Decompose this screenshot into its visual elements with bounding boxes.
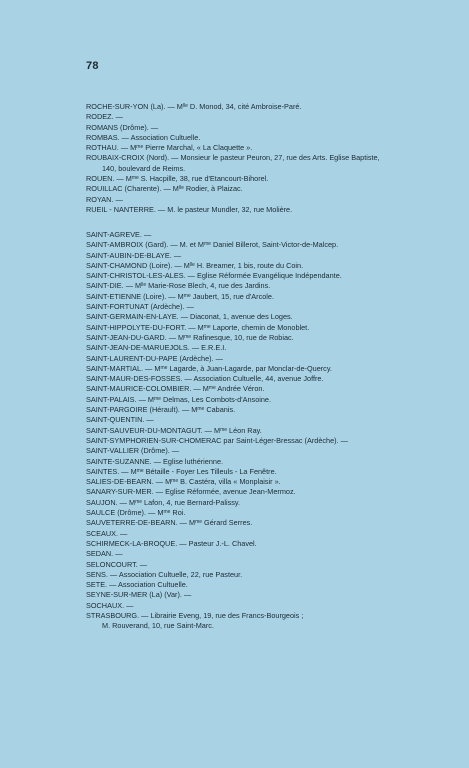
directory-entry: SAUJON. — $M^{me}$ Lafon, 4, rue Bernard-Palissy. xyxy=(86,497,241,507)
directory-entry: SAINT-PARGOIRE (Hérault). — $M^{me}$ Cabanis. xyxy=(86,405,236,415)
directory-entry: SAINT-QUENTIN. — xyxy=(86,415,154,425)
directory-entry: SAINT-AUBIN-DE-BLAYE. — xyxy=(86,250,182,260)
directory-entry: SAINT-JEAN-DU-GARD. — $M^{me}$ Rafinesque, 10, rue de Robiac. xyxy=(86,332,294,342)
directory-entry: SENS. — Association Cultuelle, 22, rue Pasteur. xyxy=(86,569,243,579)
directory-entry: SEDAN. — xyxy=(86,549,123,559)
directory-entry: SAINT-SAUVEUR-DU-MONTAGUT. — $M^{me}$ Léon Ray. xyxy=(86,425,262,435)
directory-entry: SAINTE-SUZANNE. — Eglise luthérienne. xyxy=(86,456,224,466)
directory-entry: SAINT-CHRISTOL-LES-ALES. — Eglise Réformée Evangélique Indépendante. xyxy=(86,271,342,281)
directory-entry: RODEZ. — xyxy=(86,112,123,122)
directory-entry: SAUVETERRE-DE-BEARN. — $M^{me}$ Gérard Serres. xyxy=(86,518,253,528)
directory-entry: SEYNE-SUR-MER (La) (Var). — xyxy=(86,590,192,600)
directory-entry: SALIES-DE-BEARN. — $M^{me}$ B. Castéra, villa « Monplaisir ». xyxy=(86,477,281,487)
directory-entry: ROMANS (Drôme). — xyxy=(86,122,159,132)
directory-entry: SAINT-PALAIS. — $M^{me}$ Delmas, Les Combots-d'Ansoine. xyxy=(86,394,272,404)
directory-entry: SAINT-MAURICE-COLOMBIER. — $M^{me}$ Andrée Véron. xyxy=(86,384,265,394)
directory-entry: ROUBAIX-CROIX (Nord). — Monsieur le pasteur Peuron, 27, rue des Arts. Eglise Baptiste, 140, boulevard de Reims. xyxy=(86,153,380,173)
directory-entry: ROMBAS. — Association Cultuelle. xyxy=(86,132,201,142)
directory-entry: ROCHE-SUR-YON (La). — $M^{lle}$ D. Monod, 34, cité Ambroise-Paré. xyxy=(86,102,302,111)
directory-entry: STRASBOURG. — Librairie Eveng, 19, rue des Francs-Bourgeois ; M. Rouverand, 10, rue Saint-Marc. xyxy=(86,610,304,631)
directory-entry: SAINT-JEAN-DE-MARUEJOLS. — E.R.E.I. xyxy=(86,343,227,353)
directory-entry: SAINT-MARTIAL. — $M^{me}$ Lagarde, à Juan-Lagarde, par Monclar-de-Quercy. xyxy=(86,363,332,373)
directory-entry: SAINT-HIPPOLYTE-DU-FORT. — $M^{me}$ Laporte, chemin de Monoblet. xyxy=(86,322,310,332)
directory-entry: SAINT-ETIENNE (Loire). — $M^{me}$ Jaubert, 15, rue d'Arcole. xyxy=(86,291,274,301)
directory-entry: ROTHAU. — $M^{me}$ Pierre Marchal, « La Claquette ». xyxy=(86,143,253,153)
directory-entry: SAINT-SYMPHORIEN-SUR-CHOMERAC par Saint-Léger-Bressac (Ardèche). — xyxy=(86,435,348,445)
directory-entry: RUEIL - NANTERRE. — M. le pasteur Mundler, 32, rue Molière. xyxy=(86,204,293,214)
directory-entry: SAINT-AGREVE. — xyxy=(86,230,152,239)
page-number: 78 xyxy=(86,60,99,72)
directory-entry: SAINT-CHAMOND (Loire). — $M^{lle}$ H. Breamer, 1 bis, route du Coin. xyxy=(86,260,304,270)
directory-entry: SAINT-DIE. — $M^{lle}$ Marie-Rose Blech, 4, rue des Jardins. xyxy=(86,281,271,291)
directory-entry: SAINT-LAURENT-DU-PAPE (Ardèche). — xyxy=(86,353,223,363)
directory-entry: SOCHAUX. — xyxy=(86,600,134,610)
directory-entry: SCHIRMECK-LA-BROQUE. — Pasteur J.-L. Chavel. xyxy=(86,538,257,548)
directory-section-s xyxy=(86,230,386,632)
directory-entry: SANARY-SUR-MER. — Eglise Réformée, avenue Jean-Mermoz. xyxy=(86,487,296,497)
directory-entry: SAINT-FORTUNAT (Ardèche). — xyxy=(86,302,194,312)
directory-section-r xyxy=(86,102,386,215)
directory-entry: SAINT-AMBROIX (Gard). — M. et $M^{me}$ Daniel Billerot, Saint-Victor-de-Malcep. xyxy=(86,240,339,250)
directory-entry: SELONCOURT. — xyxy=(86,559,148,569)
directory-entry: SAINT-VALLIER (Drôme). — xyxy=(86,446,180,456)
directory-entry: ROUILLAC (Charente). — $M^{lle}$ Rodier, à Plaizac. xyxy=(86,184,243,194)
directory-entry: SAULCE (Drôme). — $M^{me}$ Roi. xyxy=(86,508,186,518)
directory-entry: SAINTES. — $M^{me}$ Bétaille - Foyer Les Tilleuls - La Fenêtre. xyxy=(86,466,277,476)
directory-entry: SETE. — Association Cultuelle. xyxy=(86,580,188,590)
directory-entry: SAINT-MAUR-DES-FOSSES. — Association Cultuelle, 44, avenue Joffre. xyxy=(86,374,324,384)
directory-entry: SCEAUX. — xyxy=(86,528,128,538)
directory-entry: SAINT-GERMAIN-EN-LAYE. — Diaconat, 1, avenue des Loges. xyxy=(86,312,293,322)
directory-entry: ROUEN. — $M^{me}$ S. Hacpille, 38, rue d'Etancourt-Bihorel. xyxy=(86,174,269,184)
directory-entry: ROYAN. — xyxy=(86,194,123,204)
